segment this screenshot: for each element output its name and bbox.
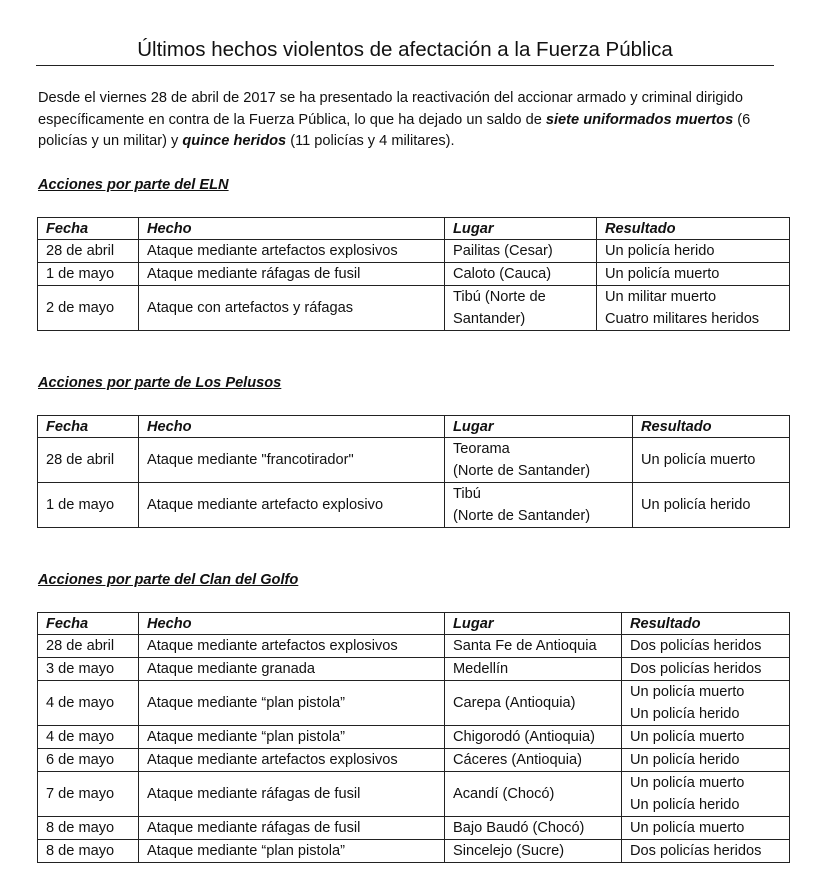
cell-resultado-line: Dos policías heridos xyxy=(630,661,762,677)
cell-lugar-line: Cáceres (Antioquia) xyxy=(453,752,582,768)
cell-lugar-line: Tibú xyxy=(453,486,481,502)
cell-hecho: Ataque mediante artefacto explosivo xyxy=(139,483,445,528)
cell-resultado xyxy=(622,840,790,863)
cell-lugar-line: Caloto (Cauca) xyxy=(453,266,552,282)
cell-resultado-line: Un policía muerto xyxy=(605,266,720,282)
cell-resultado-line: Un militar muerto xyxy=(605,289,717,305)
intro-text-3: (11 policías y 4 militares). xyxy=(286,133,455,149)
table-row xyxy=(38,681,790,726)
cell-hecho: Ataque mediante artefactos explosivos xyxy=(139,749,445,772)
cell-resultado xyxy=(622,817,790,840)
cell-fecha: 8 de mayo xyxy=(38,840,139,863)
cell-resultado-line: Un policía muerto xyxy=(630,684,745,700)
table-header-row xyxy=(38,613,790,635)
cell-fecha: 8 de mayo xyxy=(38,817,139,840)
table-row xyxy=(38,483,790,528)
cell-hecho: Ataque mediante ráfagas de fusil xyxy=(139,817,445,840)
column-header-lugar: Lugar xyxy=(445,613,622,635)
cell-resultado-line: Dos policías heridos xyxy=(630,843,762,859)
cell-fecha: 28 de abril xyxy=(38,635,139,658)
cell-resultado xyxy=(597,286,790,331)
cell-hecho: Ataque mediante “plan pistola” xyxy=(139,840,445,863)
cell-resultado-line: Un policía herido xyxy=(641,497,751,513)
cell-lugar xyxy=(445,483,633,528)
column-header-resultado: Resultado xyxy=(622,613,790,635)
cell-lugar-line: Santa Fe de Antioquia xyxy=(453,638,597,654)
cell-resultado xyxy=(622,772,790,817)
table-row xyxy=(38,840,790,863)
cell-lugar-line: Acandí (Chocó) xyxy=(453,786,555,802)
cell-resultado-line: Un policía herido xyxy=(605,243,715,259)
cell-resultado-line: Un policía muerto xyxy=(630,729,745,745)
cell-resultado xyxy=(597,240,790,263)
cell-resultado xyxy=(622,681,790,726)
intro-text-1: Desde el viernes 28 de abril de 2017 se ha presentado la reactivación del accionar armado y criminal dirigido específicamente en contra de la Fuerza Pública, lo que ha dejado un saldo de xyxy=(38,90,743,128)
cell-lugar-line: Pailitas (Cesar) xyxy=(453,243,553,259)
table-row xyxy=(38,658,790,681)
cell-lugar xyxy=(445,658,622,681)
cell-fecha: 1 de mayo xyxy=(38,483,139,528)
cell-lugar xyxy=(445,817,622,840)
cell-lugar xyxy=(445,438,633,483)
cell-resultado xyxy=(622,749,790,772)
cell-fecha: 28 de abril xyxy=(38,438,139,483)
cell-lugar-line: Bajo Baudó (Chocó) xyxy=(453,820,585,836)
cell-hecho: Ataque mediante “plan pistola” xyxy=(139,681,445,726)
cell-resultado-line: Dos policías heridos xyxy=(630,638,762,654)
cell-hecho: Ataque mediante "francotirador" xyxy=(139,438,445,483)
cell-fecha: 4 de mayo xyxy=(38,726,139,749)
cell-lugar-line: Santander) xyxy=(453,311,526,327)
cell-hecho: Ataque con artefactos y ráfagas xyxy=(139,286,445,331)
cell-lugar-line: Teorama xyxy=(453,441,510,457)
table-header-row xyxy=(38,416,790,438)
cell-lugar xyxy=(445,263,597,286)
cell-hecho: Ataque mediante ráfagas de fusil xyxy=(139,772,445,817)
column-header-hecho: Hecho xyxy=(139,218,445,240)
cell-resultado-line: Un policía muerto xyxy=(641,452,756,468)
cell-resultado xyxy=(633,438,790,483)
cell-lugar-line: Medellín xyxy=(453,661,509,677)
section-heading-pelusos: Acciones por parte de Los Pelusos xyxy=(38,375,282,391)
cell-hecho: Ataque mediante ráfagas de fusil xyxy=(139,263,445,286)
cell-hecho: Ataque mediante artefactos explosivos xyxy=(139,240,445,263)
cell-lugar xyxy=(445,840,622,863)
column-header-lugar: Lugar xyxy=(445,416,633,438)
cell-hecho: Ataque mediante artefactos explosivos xyxy=(139,635,445,658)
section-heading-clan-del-golfo: Acciones por parte del Clan del Golfo xyxy=(38,572,299,588)
table-row xyxy=(38,635,790,658)
cell-fecha: 4 de mayo xyxy=(38,681,139,726)
column-header-fecha: Fecha xyxy=(38,416,139,438)
cell-resultado-line: Un policía muerto xyxy=(630,820,745,836)
table-row xyxy=(38,240,790,263)
intro-emphasis-injured: quince heridos xyxy=(182,133,287,149)
cell-resultado xyxy=(622,726,790,749)
pelusos-table xyxy=(37,415,790,528)
cell-lugar-line: (Norte de Santander) xyxy=(453,463,591,479)
cell-resultado xyxy=(633,483,790,528)
eln-table xyxy=(37,217,790,331)
cell-resultado-line: Un policía herido xyxy=(630,797,740,813)
table-row xyxy=(38,726,790,749)
table-row xyxy=(38,263,790,286)
clan-del-golfo-table xyxy=(37,612,790,863)
cell-fecha: 3 de mayo xyxy=(38,658,139,681)
column-header-hecho: Hecho xyxy=(139,416,445,438)
document-title: Últimos hechos violentos de afectación a la Fuerza Pública xyxy=(137,38,673,61)
intro-emphasis-dead: siete uniformados muertos xyxy=(545,111,734,128)
cell-lugar xyxy=(445,726,622,749)
column-header-resultado: Resultado xyxy=(633,416,790,438)
column-header-lugar: Lugar xyxy=(445,218,597,240)
column-header-hecho: Hecho xyxy=(139,613,445,635)
column-header-fecha: Fecha xyxy=(38,613,139,635)
cell-resultado-line: Un policía muerto xyxy=(630,775,745,791)
table-row xyxy=(38,749,790,772)
cell-lugar xyxy=(445,681,622,726)
cell-hecho: Ataque mediante granada xyxy=(139,658,445,681)
cell-lugar-line: Carepa (Antioquia) xyxy=(453,695,576,711)
cell-fecha: 28 de abril xyxy=(38,240,139,263)
cell-lugar-line: Tibú (Norte de xyxy=(453,289,546,305)
table-row xyxy=(38,772,790,817)
cell-resultado xyxy=(597,263,790,286)
title-underline xyxy=(36,65,774,66)
table-row xyxy=(38,286,790,331)
section-heading-eln: Acciones por parte del ELN xyxy=(38,177,229,193)
cell-fecha: 7 de mayo xyxy=(38,772,139,817)
intro-paragraph xyxy=(38,88,780,153)
cell-resultado-line: Un policía herido xyxy=(630,752,740,768)
table-row xyxy=(38,438,790,483)
cell-hecho: Ataque mediante “plan pistola” xyxy=(139,726,445,749)
cell-fecha: 2 de mayo xyxy=(38,286,139,331)
cell-lugar-line: Chigorodó (Antioquia) xyxy=(453,729,595,745)
cell-resultado-line: Un policía herido xyxy=(630,706,740,722)
column-header-resultado: Resultado xyxy=(597,218,790,240)
cell-resultado-line: Cuatro militares heridos xyxy=(605,311,760,327)
cell-lugar xyxy=(445,286,597,331)
cell-fecha: 1 de mayo xyxy=(38,263,139,286)
cell-resultado xyxy=(622,635,790,658)
cell-lugar xyxy=(445,749,622,772)
intro-text-2: (6 policías y un militar) y xyxy=(38,111,751,149)
cell-lugar xyxy=(445,240,597,263)
cell-fecha: 6 de mayo xyxy=(38,749,139,772)
cell-lugar xyxy=(445,635,622,658)
column-header-fecha: Fecha xyxy=(38,218,139,240)
table-header-row xyxy=(38,218,790,240)
cell-lugar-line: Sincelejo (Sucre) xyxy=(453,843,565,859)
cell-resultado xyxy=(622,658,790,681)
cell-lugar-line: (Norte de Santander) xyxy=(453,508,591,524)
cell-lugar xyxy=(445,772,622,817)
table-row xyxy=(38,817,790,840)
